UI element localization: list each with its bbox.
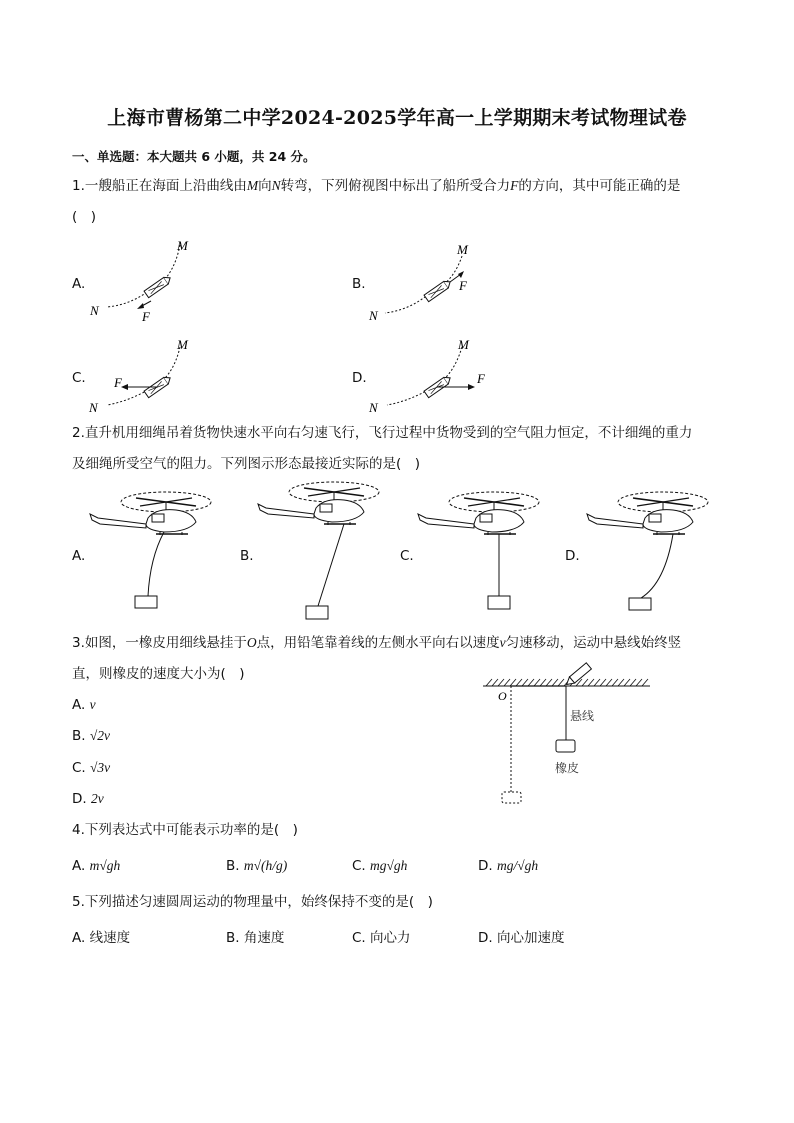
q2-figure-c xyxy=(406,488,556,613)
ship-icon xyxy=(424,375,452,398)
q2-option-c-label[interactable]: C. xyxy=(400,548,414,564)
helicopter-icon xyxy=(90,492,211,535)
q4-option-c[interactable]: C. mg√gh xyxy=(352,858,408,874)
q5-option-a[interactable]: A. 线速度 xyxy=(72,930,131,946)
helicopter-icon xyxy=(258,482,379,525)
q2-figure-d xyxy=(575,488,725,613)
cargo-box xyxy=(135,596,157,608)
page-title: 上海市曹杨第二中学2024-2025学年高一上学期期末考试物理试卷 xyxy=(107,107,687,129)
q2-option-b-label[interactable]: B. xyxy=(240,548,254,564)
label-n: N xyxy=(89,400,98,415)
q2-figure-a xyxy=(78,488,228,613)
label-eraser: 橡皮 xyxy=(555,761,580,775)
cargo-box xyxy=(629,598,651,610)
label-string: 悬线 xyxy=(570,709,595,723)
eraser-icon xyxy=(556,740,575,752)
label-f: F xyxy=(477,371,485,386)
q1-option-b-label[interactable]: B. xyxy=(352,276,366,292)
label-m: M xyxy=(457,242,468,257)
q2-figure-b xyxy=(246,478,396,623)
q1-figure-d xyxy=(365,335,495,420)
q1-figure-c xyxy=(85,335,205,420)
helicopter-icon xyxy=(587,492,708,535)
label-m: M xyxy=(458,337,469,352)
label-m: M xyxy=(177,238,188,253)
label-f: F xyxy=(459,278,467,293)
label-n: N xyxy=(369,308,378,323)
question-4-text: 4.下列表达式中可能表示功率的是( ) xyxy=(72,822,298,838)
ship-icon xyxy=(144,375,172,398)
question-1-text: 1.一艘船正在海面上沿曲线由M向N转弯，下列俯视图中标出了船所受合力F的方向，其中可能正确的是 ( ) xyxy=(72,178,681,225)
label-f: F xyxy=(142,309,150,324)
q3-option-c[interactable]: C. √3v xyxy=(72,760,111,776)
q5-option-d[interactable]: D. 向心加速度 xyxy=(478,930,565,946)
q1-figure-a xyxy=(85,235,205,325)
q4-option-a[interactable]: A. m√gh xyxy=(72,858,121,874)
label-n: N xyxy=(90,303,99,318)
q1-option-c-label[interactable]: C. xyxy=(72,370,86,386)
cargo-box xyxy=(488,596,510,609)
q1-option-a-label[interactable]: A. xyxy=(72,276,86,292)
q5-option-c[interactable]: C. 向心力 xyxy=(352,930,411,946)
ship-icon xyxy=(424,279,452,302)
q4-option-b[interactable]: B. m√(h/g) xyxy=(226,858,288,874)
ship-icon xyxy=(144,275,172,298)
label-o: O xyxy=(498,689,507,703)
cargo-box xyxy=(306,606,328,619)
question-5-text: 5.下列描述匀速圆周运动的物理量中，始终保持不变的是( ) xyxy=(72,894,433,910)
q3-figure xyxy=(478,660,658,810)
q5-option-b[interactable]: B. 角速度 xyxy=(226,930,285,946)
question-3-text: 3.如图，一橡皮用细线悬挂于O点，用铅笔靠着线的左侧水平向右以速度v匀速移动，运动中悬线始终竖 直，则橡皮的速度大小为( ) xyxy=(72,635,682,682)
label-f: F xyxy=(114,375,122,390)
q2-option-d-label[interactable]: D. xyxy=(565,548,580,564)
q1-option-d-label[interactable]: D. xyxy=(352,370,367,386)
q3-option-a[interactable]: A. v xyxy=(72,697,96,713)
q4-option-d[interactable]: D. mg/√gh xyxy=(478,858,539,874)
q3-option-d[interactable]: D. 2v xyxy=(72,791,104,807)
label-n: N xyxy=(369,400,378,415)
section-heading: 一、单选题：本大题共 6 小题，共 24 分。 xyxy=(72,149,316,164)
q3-option-b[interactable]: B. √2v xyxy=(72,728,111,744)
q1-figure-b xyxy=(365,238,485,328)
label-m: M xyxy=(177,337,188,352)
q2-option-a-label[interactable]: A. xyxy=(72,548,86,564)
question-2-text: 2.直升机用细绳吊着货物快速水平向右匀速飞行，飞行过程中货物受到的空气阻力恒定，不计细绳的重力 及细绳所受空气的阻力。下列图示形态最接近实际的是( ) xyxy=(72,425,693,472)
helicopter-icon xyxy=(418,492,539,535)
